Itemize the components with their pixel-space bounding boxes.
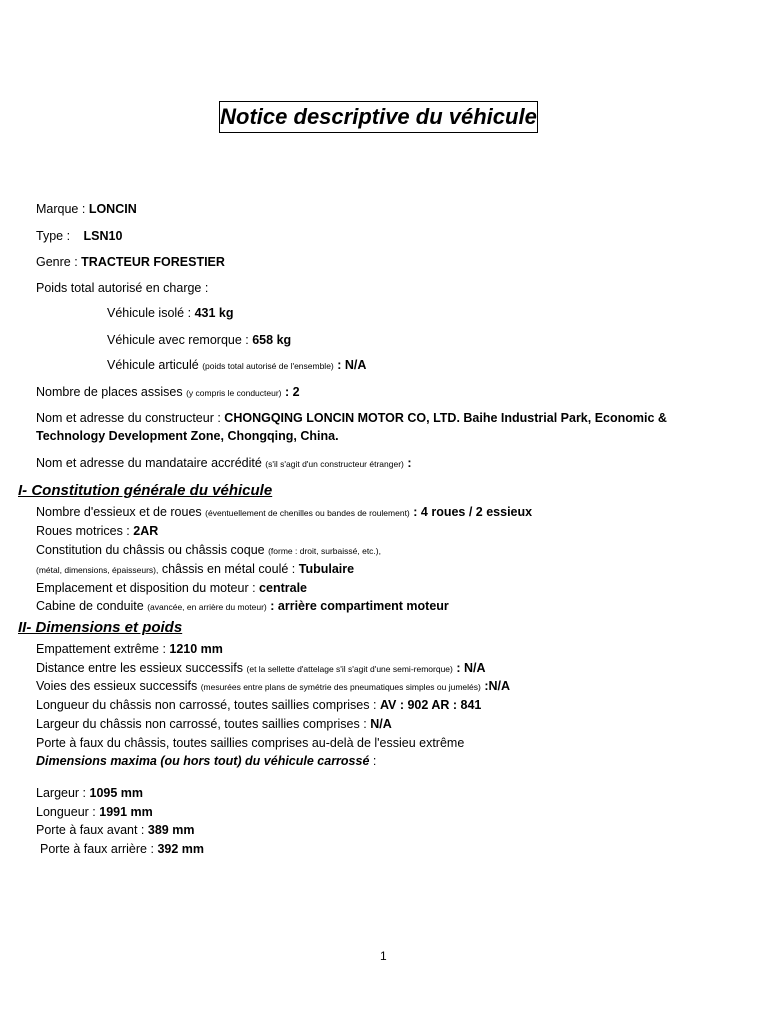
page-number: 1 (380, 949, 387, 963)
dimensions-maxima-line (36, 754, 376, 768)
constructeur-value-2: Technology Development Zone, Chongqing, China. (36, 429, 339, 443)
distance-essieux-note: (et la sellette d'attelage s'il s'agit d'une semi-remorque) (246, 664, 453, 674)
longueur-chassis-line (36, 698, 481, 712)
moteur-value: centrale (259, 581, 307, 595)
places-line (36, 385, 300, 399)
distance-essieux-sep: : (456, 661, 461, 675)
voies-note: (mesurées entre plans de symétrie des pneumatiques simples ou jumelés) (200, 682, 481, 692)
longueur-chassis-value: AV : 902 AR : 841 (379, 698, 482, 712)
distance-essieux-label: Distance entre les essieux successifs (36, 661, 244, 675)
essieux-label: Nombre d'essieux et de roues (36, 505, 202, 519)
longueur-line (36, 805, 153, 819)
distance-essieux-line (36, 661, 486, 675)
essieux-note: (éventuellement de chenilles ou bandes de roulement) (205, 508, 410, 518)
largeur-label: Largeur : (36, 786, 87, 800)
marque-line (36, 202, 137, 216)
empattement-value: 1210 mm (169, 642, 223, 656)
porte-faux-arriere-line (40, 842, 204, 856)
vehicule-articule-sep: : (337, 358, 342, 372)
mandataire-line (36, 456, 412, 470)
longueur-label: Longueur : (36, 805, 96, 819)
document-title (219, 101, 538, 133)
section-1-heading: I- Constitution générale du véhicule (18, 482, 273, 499)
chassis-note-1: (forme : droit, surbaissé, etc.), (268, 546, 381, 556)
places-value: 2 (292, 385, 300, 399)
cabine-line (36, 599, 449, 613)
mandataire-note: (s'il s'agit d'un constructeur étranger) (265, 459, 404, 469)
porte-faux-arriere-label: Porte à faux arrière : (40, 842, 154, 856)
chassis-line-2 (36, 562, 354, 576)
type-line (36, 229, 122, 243)
ptac-label: Poids total autorisé en charge : (36, 281, 209, 295)
porte-faux-arriere-value: 392 mm (157, 842, 204, 856)
places-sep: : (285, 385, 290, 399)
vehicule-remorque-line (107, 333, 291, 347)
genre-value: TRACTEUR FORESTIER (81, 255, 225, 269)
vehicule-articule-value: N/A (344, 358, 367, 372)
roues-motrices-value: 2AR (133, 524, 159, 538)
constructeur-value-1: CHONGQING LONCIN MOTOR CO, LTD. Baihe Industrial Park, Economic & (224, 411, 667, 425)
cabine-sep: : (270, 599, 275, 613)
chassis-label-1: Constitution du châssis ou châssis coque (36, 543, 265, 557)
places-note: (y compris le conducteur) (186, 388, 282, 398)
marque-label: Marque : (36, 202, 86, 216)
vehicule-articule-note: (poids total autorisé de l'ensemble) (202, 361, 334, 371)
document-title-text: Notice descriptive du véhicule (220, 104, 537, 129)
genre-label: Genre : (36, 255, 78, 269)
dimensions-maxima-label: Dimensions maxima (ou hors tout) du véhicule carrossé (36, 754, 370, 768)
mandataire-label: Nom et adresse du mandataire accrédité (36, 456, 262, 470)
chassis-note-2: (métal, dimensions, épaisseurs), (36, 565, 159, 575)
roues-motrices-line (36, 524, 158, 538)
largeur-line (36, 786, 143, 800)
largeur-chassis-line (36, 717, 392, 731)
longueur-chassis-label: Longueur du châssis non carrossé, toutes saillies comprises : (36, 698, 377, 712)
vehicule-isole-value: 431 kg (194, 306, 234, 320)
voies-label: Voies des essieux successifs (36, 679, 198, 693)
cabine-value: arrière compartiment moteur (277, 599, 449, 613)
porte-faux-chassis-line (36, 736, 464, 750)
essieux-sep: : (413, 505, 418, 519)
genre-line (36, 255, 225, 269)
voies-line (36, 679, 510, 693)
porte-faux-avant-value: 389 mm (147, 823, 195, 837)
mandataire-sep: : (407, 456, 412, 470)
type-value: LSN10 (83, 229, 123, 243)
cabine-label: Cabine de conduite (36, 599, 144, 613)
cabine-note: (avancée, en arrière du moteur) (147, 602, 267, 612)
vehicule-isole-line (107, 306, 233, 320)
chassis-value: Tubulaire (298, 562, 355, 576)
longueur-value: 1991 mm (99, 805, 153, 819)
moteur-label: Emplacement et disposition du moteur : (36, 581, 256, 595)
constructeur-label: Nom et adresse du constructeur : (36, 411, 221, 425)
voies-value: N/A (488, 679, 511, 693)
moteur-line (36, 581, 307, 595)
voies-sep: : (484, 679, 489, 693)
essieux-value: 4 roues / 2 essieux (420, 505, 533, 519)
empattement-line (36, 642, 223, 656)
vehicule-articule-line (107, 358, 366, 372)
places-label: Nombre de places assises (36, 385, 183, 399)
marque-value: LONCIN (88, 202, 137, 216)
vehicule-articule-label: Véhicule articulé (107, 358, 199, 372)
roues-motrices-label: Roues motrices : (36, 524, 130, 538)
chassis-line-1 (36, 543, 381, 557)
porte-faux-chassis-label: Porte à faux du châssis, toutes saillies comprises au-delà de l'essieu extrême (36, 736, 465, 750)
distance-essieux-value: N/A (464, 661, 486, 675)
section-2-heading: II- Dimensions et poids (18, 619, 183, 636)
largeur-chassis-value: N/A (370, 717, 392, 731)
type-label: Type : (36, 229, 71, 243)
empattement-label: Empattement extrême : (36, 642, 166, 656)
constructeur-line-2 (36, 429, 339, 443)
vehicule-remorque-value: 658 kg (252, 333, 292, 347)
dimensions-maxima-sep: : (372, 754, 377, 768)
constructeur-line-1 (36, 411, 667, 425)
essieux-line (36, 505, 532, 519)
vehicule-isole-label: Véhicule isolé : (107, 306, 192, 320)
porte-faux-avant-line (36, 823, 194, 837)
vehicule-remorque-label: Véhicule avec remorque : (107, 333, 249, 347)
largeur-value: 1095 mm (89, 786, 144, 800)
chassis-label-2: châssis en métal coulé : (161, 562, 296, 576)
ptac-line (36, 281, 208, 295)
largeur-chassis-label: Largeur du châssis non carrossé, toutes saillies comprises : (36, 717, 367, 731)
porte-faux-avant-label: Porte à faux avant : (36, 823, 145, 837)
